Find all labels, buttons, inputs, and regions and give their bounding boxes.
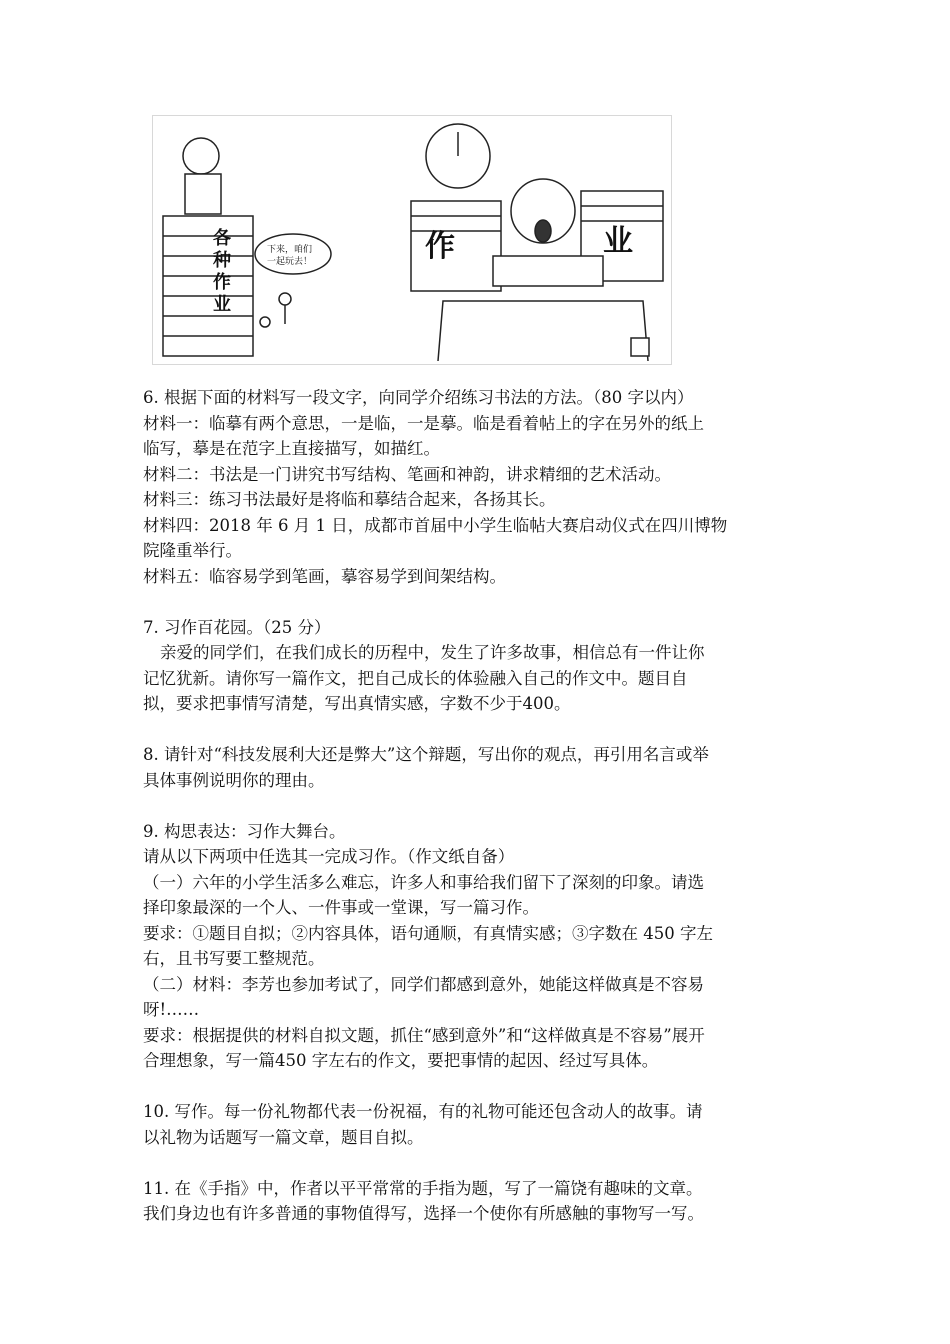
left-kid-body [185,174,221,214]
q9-line-1: 9. 构思表达：习作大舞台。 [143,821,346,841]
q9-line-6: 右，且书写要工整规范。 [143,949,325,968]
q9-line-2: 请从以下两项中任选其一完成习作。（作文纸自备） [143,847,515,866]
q6-line-3: 临写，摹是在范字上直接描写，如描红。 [143,439,440,458]
q8-line-1: 8. 请针对“科技发展利大还是弊大”这个辩题，写出你的观点，再引用名言或举 [143,745,709,764]
q6-line-6: 材料四：2018 年 6 月 1 日，成都市首届中小学生临帖大赛启动仪式在四川博物 [143,515,728,535]
homework-cartoon [152,115,672,365]
q9-line-7: （二）材料：李芳也参加考试了，同学们都感到意外，她能这样做真是不容易 [143,974,704,994]
q8-line-2: 具体事例说明你的理由。 [143,770,325,790]
open-book [493,256,603,286]
q6-line-5: 材料三：练习书法最好是将临和摹结合起来，各扬其长。 [143,490,556,509]
right-label-zuo: 作 [425,229,455,264]
q7-line-3: 记忆犹新。请你写一篇作文，把自己成长的体验融入自己的作文中。题目自 [143,668,688,688]
q9-line-8: 呀!…… [143,1000,200,1019]
q11-line-2: 我们身边也有许多普通的事物值得写，选择一个使你有所感触的事物写一写。 [143,1204,704,1223]
left-label-1: 各 [213,228,231,249]
questions [143,385,823,1227]
left-label-4: 业 [213,294,231,315]
right-label-ye: 业 [603,224,633,259]
mug-icon [631,338,649,356]
q6-line-7: 院隆重举行。 [143,541,242,560]
homework-cartoon-drawing [153,116,671,364]
ball-icon [260,317,270,327]
q10-line-1: 10. 写作。每一份礼物都代表一份祝福，有的礼物可能还包含动人的故事。请 [143,1102,703,1121]
q9-line-5: 要求：①题目自拟；②内容具体，语句通顺，有真情实感；③字数在 450 字左 [143,923,713,943]
bubble-line-1: 下来，咱们 [267,245,313,255]
q7-line-2: 亲爱的同学们，在我们成长的历程中，发生了许多故事，相信总有一件让你 [160,643,705,662]
q7-line-1: 7. 习作百花园。（25 分） [143,617,331,637]
desk-chair [438,301,648,361]
small-kid-head [279,293,291,305]
q7-line-4: 拟，要求把事情写清楚，写出真情实感，字数不少于400。 [143,694,571,713]
left-book-stack [163,216,253,356]
q9-line-10: 合理想象，写一篇450 字左右的作文，要把事情的起因、经过写具体。 [143,1051,659,1070]
q9-line-9: 要求：根据提供的材料自拟文题，抓住“感到意外”和“这样做真是不容易”展开 [143,1025,705,1045]
q9-line-3: （一）六年的小学生活多么难忘，许多人和事给我们留下了深刻的印象。请选 [143,872,704,892]
q11-line-1: 11. 在《手指》中，作者以平平常常的手指为题，写了一篇饶有趣味的文章。 [143,1178,703,1198]
left-label-3: 作 [213,272,231,293]
left-kid-head [183,138,219,174]
q6-line-1: 6. 根据下面的材料写一段文字，向同学介绍练习书法的方法。（80 字以内） [143,388,694,407]
q9-line-4: 择印象最深的一个人、一件事或一堂课，写一篇习作。 [143,898,539,917]
q6-line-8: 材料五：临容易学到笔画，摹容易学到间架结构。 [143,566,506,586]
q6-line-4: 材料二：书法是一门讲究书写结构、笔画和神韵，讲求精细的艺术活动。 [143,464,671,484]
q6-line-2: 材料一：临摹有两个意思，一是临，一是摹。临是看着帖上的字在另外的纸上 [143,413,704,433]
bubble-line-2: 一起玩去！ [267,257,313,267]
left-label-2: 种 [213,250,231,271]
q10-line-2: 以礼物为话题写一篇文章，题目自拟。 [143,1127,424,1147]
